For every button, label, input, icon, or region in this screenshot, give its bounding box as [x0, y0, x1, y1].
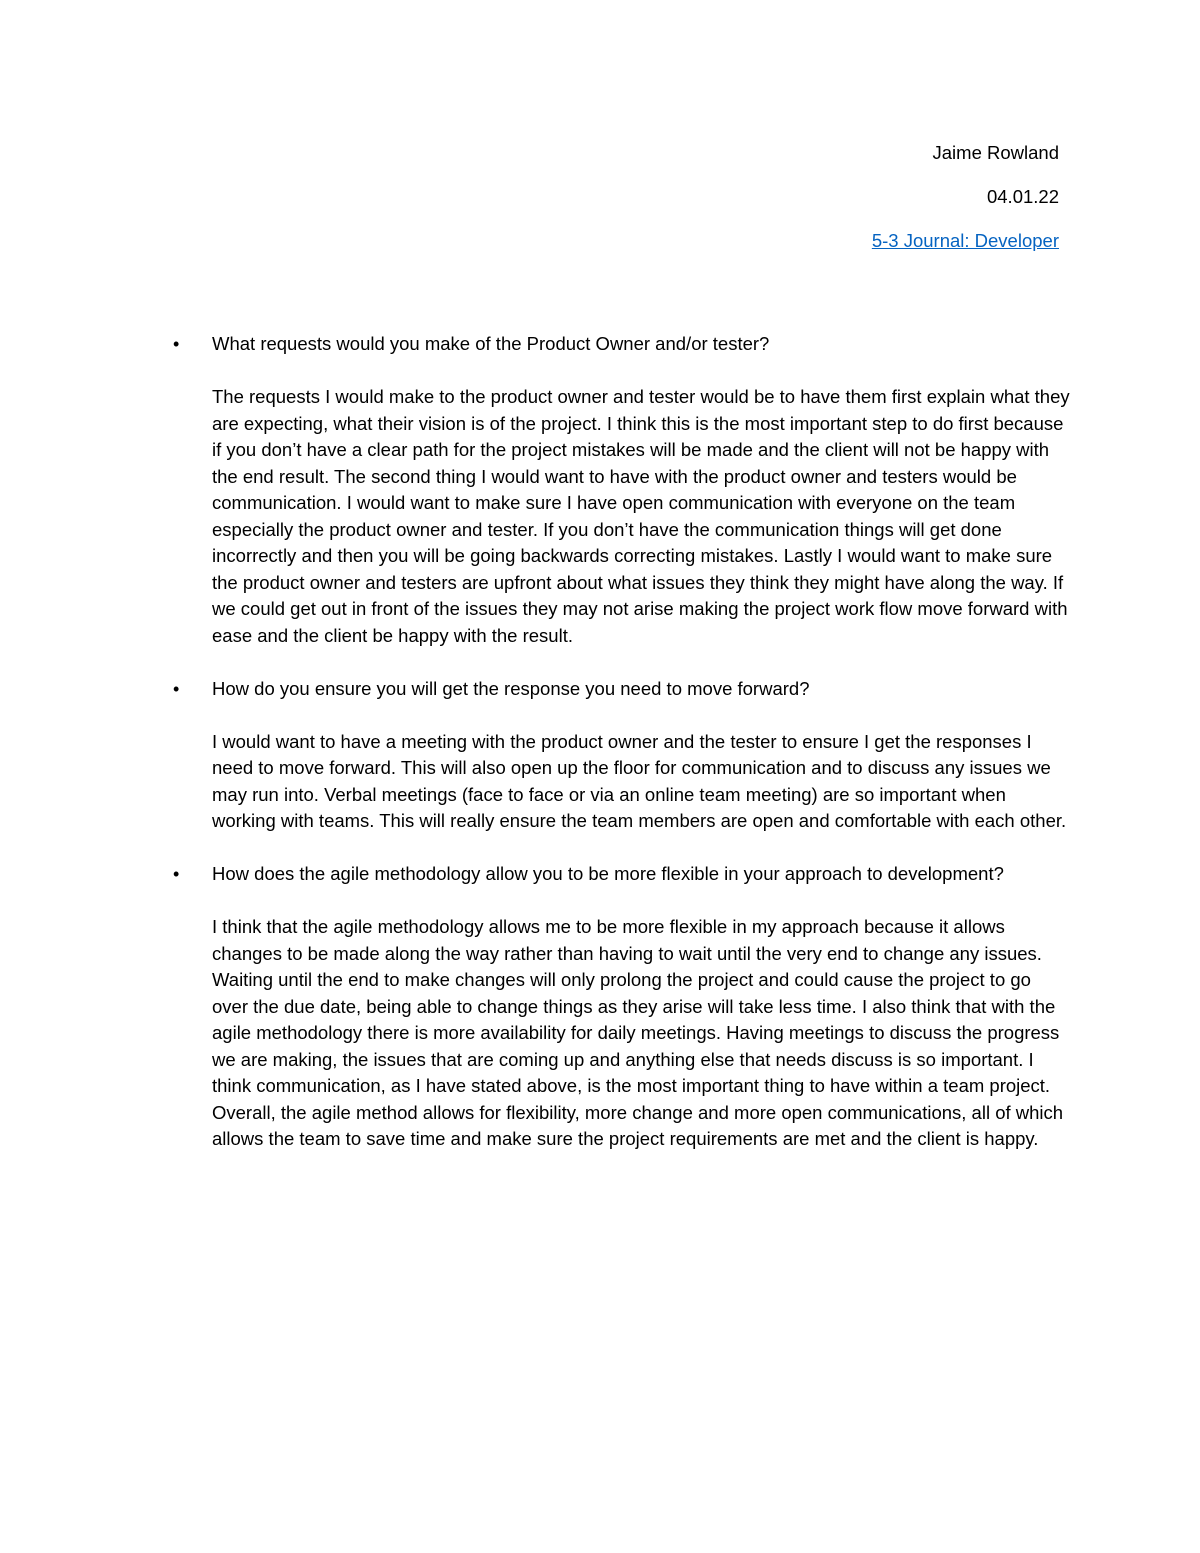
title-wrapper — [872, 228, 1059, 255]
question-list — [173, 331, 1072, 1179]
bullet-icon: • — [173, 334, 180, 354]
list-item — [173, 861, 1072, 1153]
question-text: What requests would you make of the Product Owner and/or tester? — [212, 333, 770, 354]
list-item — [173, 676, 1072, 835]
journal-title-link[interactable]: 5-3 Journal: Developer — [871, 230, 1059, 251]
document-header — [872, 140, 1059, 272]
question-text: How do you ensure you will get the response you need to move forward? — [212, 677, 810, 699]
answer-paragraph: I think that the agile methodology allows me to be more flexible in my approach because it allows changes to be made along the way rather than having to wait until the very end to change any issues. Waiting until the end to make changes will only prolong the project and could cause the project to go over the due date, being able to change things as they arise will take less time. I also think that with the agile methodology there is more availability for daily meetings. Having meetings to discuss the progress we are making, the issues that are coming up and anything else that needs discuss is so important. I think communication, as I have stated above, is the most important thing to have within a team project. Overall, the agile method allows for flexibility, more change and more open communications, all of which allows the team to save time and make sure the project requirements are met and the client is happy. — [212, 916, 1064, 1149]
bullet-icon: • — [173, 678, 180, 699]
answer-paragraph: The requests I would make to the product owner and tester would be to have them first explain what they are expecting, what their vision is of the project. I think this is the most important step to do first because if you don’t have a clear path for the project mistakes will be made and the client will not be happy with the end result. The second thing I would want to have with the product owner and testers would be communication. I would want to make sure I have open communication with everyone on the team especially the product owner and tester. If you don’t have the communication things will get done incorrectly and then you will be going backwards correcting mistakes. Lastly I would want to make sure the product owner and testers are upfront about what issues they think they might have along the way. If we could get out in front of the issues they may not arise making the project work flow move forward with ease and the client be happy with the result. — [212, 386, 1070, 646]
answer-paragraph: I would want to have a meeting with the product owner and the tester to ensure I get the responses I need to move forward. This will also open up the floor for communication and to discuss any issues we may run into. Verbal meetings (face to face or via an online team meeting) are so important when working with teams. This will really ensure the team members are open and comfortable with each other. — [212, 730, 1067, 831]
document-date: 04.01.22 — [986, 186, 1059, 207]
list-item — [173, 331, 1072, 649]
author-name: Jaime Rowland — [932, 142, 1059, 163]
bullet-icon: • — [173, 864, 180, 884]
question-text: How does the agile methodology allow you to be more flexible in your approach to development? — [212, 863, 1004, 884]
